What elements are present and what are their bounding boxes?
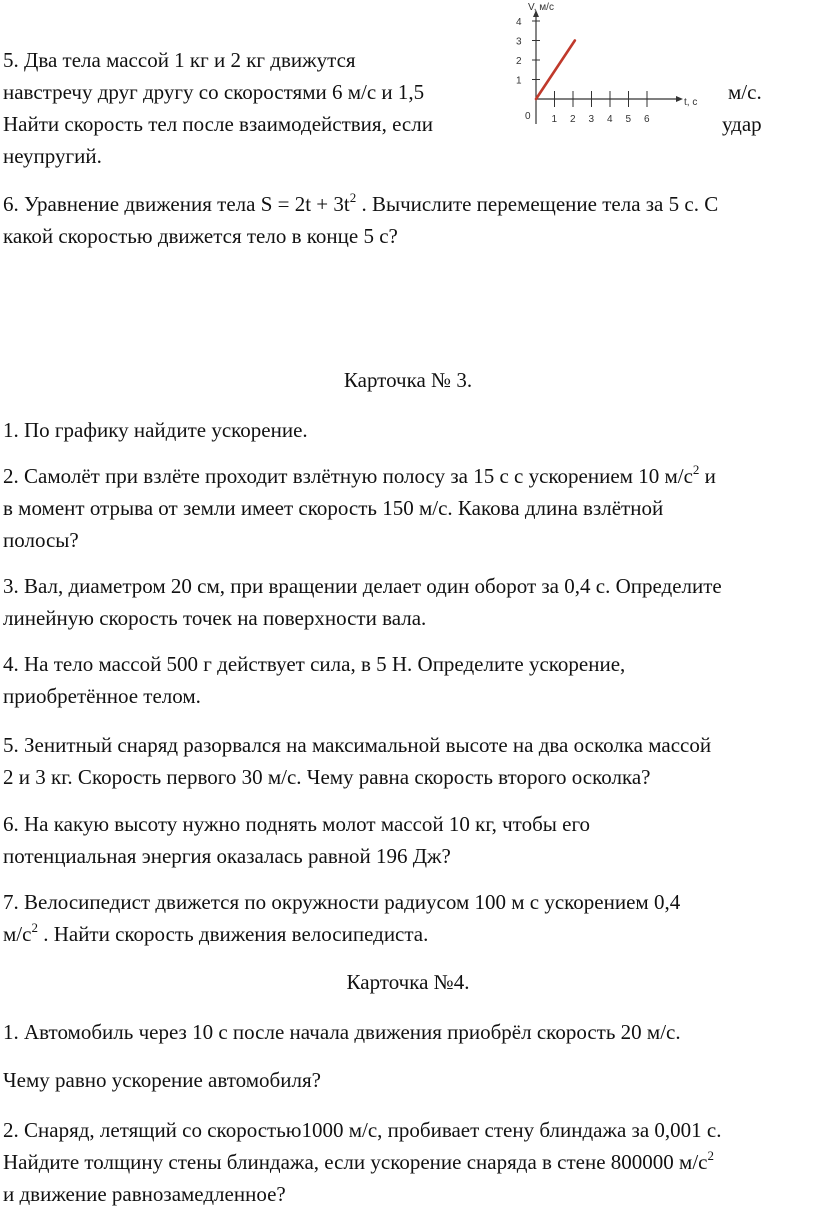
question: 5. Зенитный снаряд разорвался на максимальной высоте на два осколка массой [3,733,712,757]
y-axis-label: V, м/с [528,2,554,13]
question-line: линейную скорость точек на поверхности вала. [3,606,427,630]
question: 2. Снаряд, летящий со скоростью1000 м/с, пробивает стену блиндажа за 0,001 с. [3,1118,722,1142]
text-line: 6. Уравнение движения тела $S = 2t + 3t^2$ . Вычислите перемещение тела за 5 с. С [3,190,719,216]
chart-series [536,41,575,100]
question-line: в момент отрыва от земли имеет скорость 150 м/с. Какова длина взлётной [3,496,664,520]
origin-label: 0 [525,111,531,122]
question: 1. Автомобиль через 10 с после начала движения приобрёл скорость 20 м/с. [3,1020,681,1044]
text-line: неупругий. [3,144,102,168]
velocity-time-graph [495,0,715,130]
question-line: полосы? [3,528,79,552]
question-line: приобретённое телом. [3,684,201,708]
question: 4. На тело массой 500 г действует сила, в 5 Н. Определите ускорение, [3,652,626,676]
question: 3. Вал, диаметром 20 см, при вращении делает один оборот за 0,4 с. Определите [3,574,722,598]
question: 6. На какую высоту нужно поднять молот массой 10 кг, чтобы его [3,812,591,836]
question-line: Чему равно ускорение автомобиля? [3,1068,321,1092]
x-tick-label: 1 [551,114,558,125]
text-line: Найти скорость тел после взаимодействия, если [3,112,433,136]
x-tick-label: 3 [588,114,595,125]
chart-axes [533,10,683,124]
question: 7. Велосипедист движется по окружности радиусом 100 м с ускорением 0,4 [3,890,681,914]
x-tick-label: 5 [625,114,632,125]
x-axis-arrow [676,96,683,102]
question-line: и движение равнозамедленное? [3,1182,286,1206]
question-line: $м/с^2$ . Найти скорость движения велосипедиста. [3,920,429,946]
question-line: 2 и 3 кг. Скорость первого 30 м/с. Чему равна скорость второго осколка? [3,765,651,789]
text-line: какой скоростью движется тело в конце 5 с? [3,224,398,248]
y-tick-label: 4 [516,17,522,28]
y-tick-label: 3 [516,36,522,48]
x-axis-label: t, с [684,97,698,108]
x-tick-label: 6 [644,114,650,125]
card-title: Карточка № 3. [343,368,473,392]
question: 1. По графику найдите ускорение. [3,418,308,442]
text-line: навстречу друг другу со скоростями 6 м/с и 1,5 [3,80,425,104]
question-line: Найдите толщину стены блиндажа, если ускорение снаряда в стене 800000 $м/с^2$ [3,1148,715,1174]
question: 2. Самолёт при взлёте проходит взлётную полосу за 15 с с ускорением 10 $м/с^2$ и [3,462,716,488]
x-tick-label: 2 [570,114,576,125]
text-line-end: м/с. [728,80,762,104]
y-tick-label: 1 [516,75,522,87]
y-tick-label: 2 [516,56,522,67]
text-line-end: удар [722,112,762,136]
question-line: потенциальная энергия оказалась равной 196 Дж? [3,844,451,868]
text-line: 5. Два тела массой 1 кг и 2 кг движутся [3,48,356,72]
x-tick-label: 4 [607,114,613,125]
velocity-line [536,41,575,100]
card-title: Карточка №4. [346,970,470,994]
